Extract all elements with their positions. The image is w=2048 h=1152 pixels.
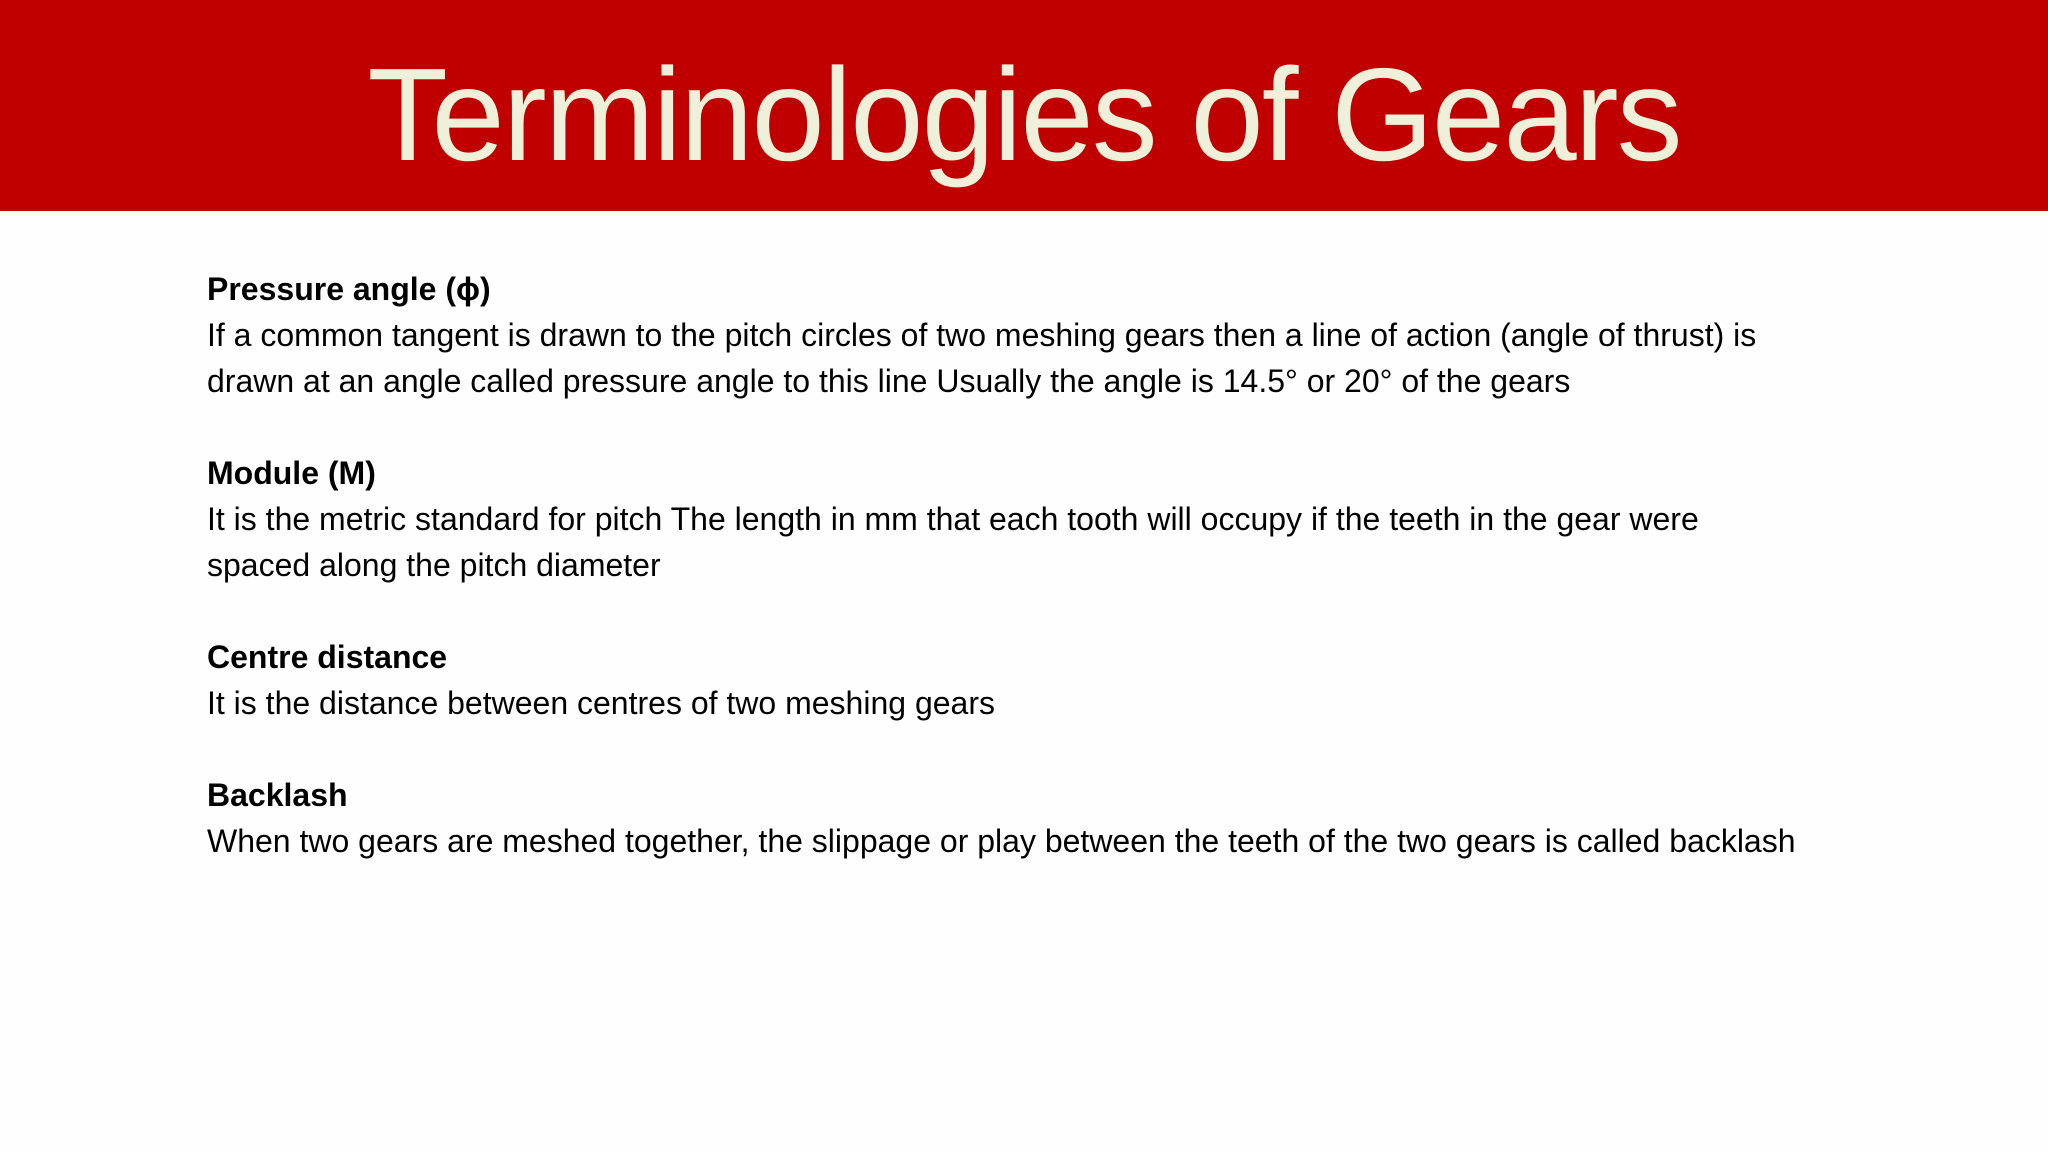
term-description-line: It is the metric standard for pitch The length in mm that each tooth will occupy if the teeth in the gear were [207,501,1699,537]
term-heading: Backlash [207,777,348,813]
slide-title: Terminologies of Gears [367,41,1681,188]
term-backlash [207,772,2007,864]
term-description-line: When two gears are meshed together, the slippage or play between the teeth of the two gears is called backlash [207,823,1796,859]
term-heading: Pressure angle (ϕ) [207,271,491,307]
term-heading: Centre distance [207,639,448,675]
term-pressure-angle [207,266,2007,404]
term-description-line: spaced along the pitch diameter [207,547,661,583]
term-module [207,450,2007,588]
term-description-line: It is the distance between centres of two meshing gears [207,685,995,721]
term-description-line: drawn at an angle called pressure angle to this line Usually the angle is 14.5° or 20° of the gears [207,363,1571,399]
term-heading: Module (M) [207,455,376,491]
slide-content [207,266,2007,910]
title-banner [0,0,2048,211]
term-description-line: If a common tangent is drawn to the pitch circles of two meshing gears then a line of action (angle of thrust) is [207,317,1757,353]
term-centre-distance [207,634,2007,726]
